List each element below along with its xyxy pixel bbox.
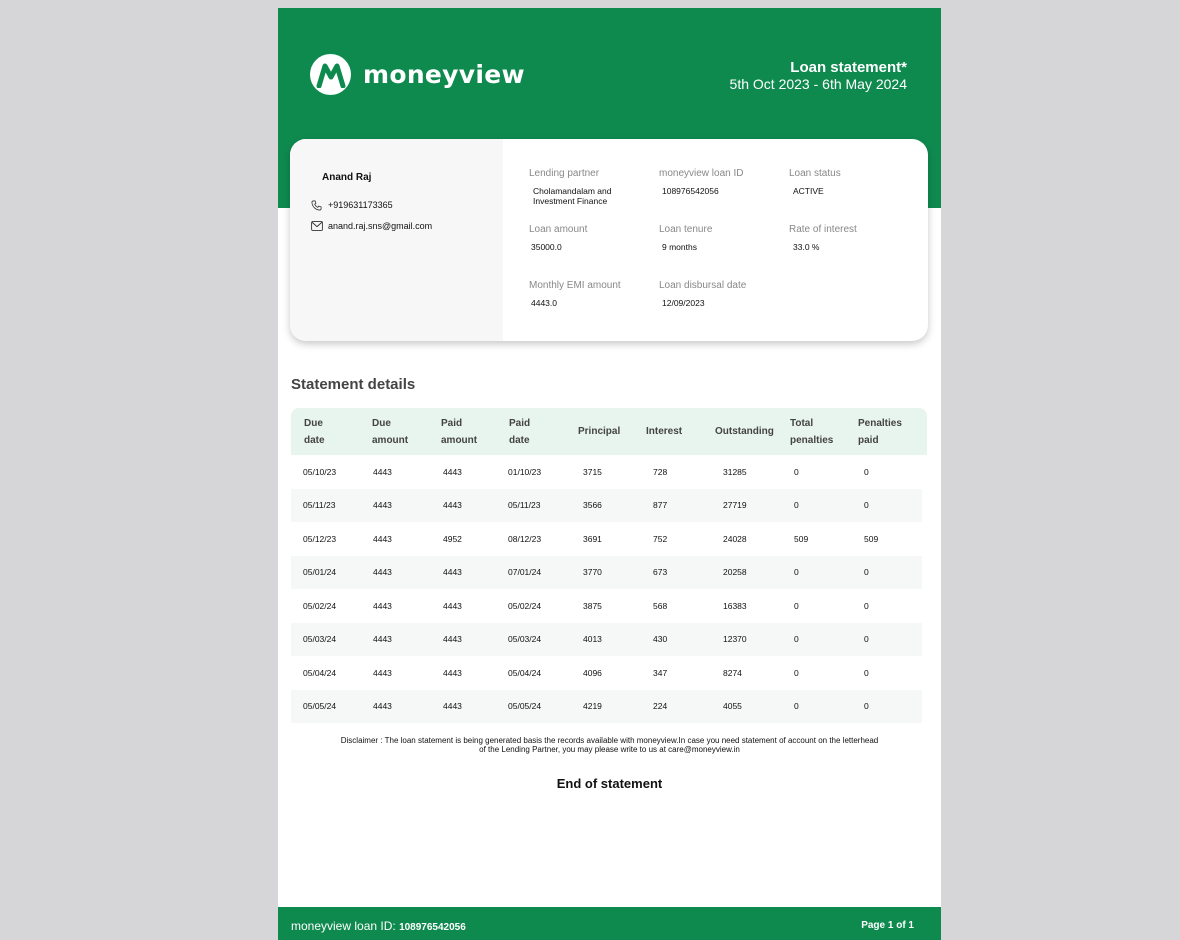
table-body: [291, 455, 927, 723]
statement-page: [278, 8, 941, 940]
cell-due-amount: 4443: [373, 567, 392, 578]
rate-of-interest-value: 33.0 %: [793, 242, 820, 252]
cell-outstanding: 16383: [723, 600, 747, 611]
cell-interest: 728: [653, 466, 668, 477]
cell-paid-date: 07/01/24: [508, 567, 542, 578]
footer-loan-id-value: 108976542056: [399, 922, 466, 933]
monthly-emi-value: 4443.0: [531, 298, 557, 308]
loan-id-value: 108976542056: [662, 186, 719, 196]
cell-paid-date: 05/03/24: [508, 634, 542, 645]
cell-outstanding: 8274: [723, 667, 742, 678]
cell-principal: 3770: [583, 567, 602, 578]
col-paid-date: Paid date: [509, 417, 531, 446]
footer-loan-id-label: moneyview loan ID:: [291, 919, 396, 933]
cell-outstanding: 12370: [723, 634, 747, 645]
col-due-amount: Due amount: [372, 417, 409, 446]
disclaimer-line-1: Disclaimer : The loan statement is being generated basis the records available with moneyview.In case you need statement of account on the letterhead: [340, 736, 879, 745]
cell-due-amount: 4443: [373, 634, 392, 645]
customer-phone: [311, 199, 393, 211]
cell-total-penalties: 0: [794, 500, 799, 511]
email-address: anand.raj.sns@gmail.com: [328, 221, 433, 231]
cell-paid-amount: 4443: [443, 600, 462, 611]
cell-due-date: 05/05/24: [303, 701, 337, 712]
cell-interest: 673: [653, 567, 668, 578]
cell-paid-date: 05/02/24: [508, 600, 542, 611]
disbursal-date-field: [659, 280, 784, 308]
cell-total-penalties: 0: [794, 600, 799, 611]
loan-tenure-field: [659, 224, 784, 252]
cell-total-penalties: 0: [794, 466, 799, 477]
customer-email: [311, 220, 432, 232]
cell-principal: 3691: [583, 533, 602, 544]
cell-penalties-paid: 0: [864, 701, 869, 712]
loan-id-label: moneyview loan ID: [659, 168, 744, 179]
cell-due-date: 05/01/24: [303, 567, 337, 578]
cell-due-amount: 4443: [373, 667, 392, 678]
cell-due-date: 05/12/23: [303, 533, 337, 544]
cell-paid-date: 05/11/23: [508, 500, 541, 511]
phone-icon: [311, 199, 324, 211]
cell-due-date: 05/02/24: [303, 600, 337, 611]
table-row: [291, 556, 922, 590]
lending-partner-value: [529, 186, 654, 206]
cell-due-date: 05/04/24: [303, 667, 337, 678]
cell-due-amount: 4443: [373, 701, 392, 712]
loan-status-value: ACTIVE: [793, 186, 824, 196]
lending-partner-label: Lending partner: [529, 168, 600, 179]
footer: [278, 907, 941, 940]
disclaimer-line-2: of the Lending Partner, you may please write to us at care@moneyview.in: [479, 745, 740, 754]
moneyview-logo: [310, 54, 525, 95]
loan-amount-label: Loan amount: [529, 224, 588, 235]
statement-heading: [730, 59, 907, 92]
loan-id-field: [659, 168, 784, 196]
cell-paid-amount: 4443: [443, 567, 462, 578]
col-paid-amount: Paid amount: [441, 417, 478, 446]
end-of-statement: End of statement: [556, 776, 663, 791]
statement-details-title: Statement details: [291, 376, 416, 393]
cell-total-penalties: 0: [794, 567, 799, 578]
page-number: Page 1 of 1: [861, 920, 914, 931]
col-due-date: Due date: [304, 417, 325, 446]
cell-principal: 4013: [583, 634, 602, 645]
cell-due-amount: 4443: [373, 533, 392, 544]
cell-penalties-paid: 0: [864, 500, 869, 511]
cell-paid-amount: 4443: [443, 667, 462, 678]
cell-paid-amount: 4443: [443, 500, 462, 511]
table-row: [291, 589, 922, 623]
cell-penalties-paid: 0: [864, 567, 869, 578]
loan-status-label: Loan status: [789, 168, 841, 179]
lending-partner-line2: Investment Finance: [533, 196, 608, 206]
cell-total-penalties: 509: [794, 533, 809, 544]
cell-outstanding: 31285: [723, 466, 747, 477]
table-row: [291, 690, 922, 724]
cell-principal: 3566: [583, 500, 602, 511]
disclaimer: [298, 736, 921, 754]
cell-principal: 3715: [583, 466, 602, 477]
cell-interest: 224: [653, 701, 668, 712]
loan-amount-field: [529, 224, 654, 252]
col-interest: Interest: [646, 426, 683, 437]
loan-amount-value: 35000.0: [531, 242, 562, 252]
disbursal-date-value: 12/09/2023: [662, 298, 705, 308]
cell-paid-amount: 4952: [443, 533, 462, 544]
cell-paid-date: 08/12/23: [508, 533, 542, 544]
table-row: [291, 455, 922, 489]
footer-loan-id: [291, 919, 466, 933]
table-row: [291, 522, 922, 556]
table-header: [291, 408, 927, 455]
cell-paid-amount: 4443: [443, 634, 462, 645]
table-row: [291, 656, 922, 690]
col-outstanding: Outstanding: [715, 426, 774, 437]
cell-penalties-paid: 0: [864, 634, 869, 645]
cell-due-date: 05/11/23: [303, 500, 336, 511]
cell-outstanding: 27719: [723, 500, 747, 511]
statement-title: Loan statement*: [790, 59, 907, 76]
lending-partner-line1: Cholamandalam and: [533, 186, 612, 196]
customer-panel: [290, 139, 503, 341]
cell-principal: 3875: [583, 600, 602, 611]
cell-paid-date: 05/04/24: [508, 667, 542, 678]
table-row: [291, 489, 922, 523]
cell-principal: 4096: [583, 667, 602, 678]
cell-interest: 430: [653, 634, 668, 645]
cell-outstanding: 24028: [723, 533, 747, 544]
col-penalties-paid: Penalties paid: [858, 417, 902, 446]
col-total-penalties: Total penalties: [790, 417, 834, 446]
loan-info-card: [290, 139, 928, 341]
cell-outstanding: 4055: [723, 701, 742, 712]
phone-number: +919631173365: [328, 200, 393, 210]
logo-wordmark: moneyview: [363, 60, 525, 89]
cell-due-date: 05/10/23: [303, 466, 337, 477]
cell-outstanding: 20258: [723, 567, 747, 578]
cell-interest: 568: [653, 600, 668, 611]
cell-penalties-paid: 0: [864, 466, 869, 477]
statement-table: [291, 408, 927, 723]
cell-paid-date: 01/10/23: [508, 466, 542, 477]
cell-due-amount: 4443: [373, 466, 392, 477]
cell-total-penalties: 0: [794, 701, 799, 712]
cell-principal: 4219: [583, 701, 602, 712]
lending-partner-field: [529, 168, 654, 206]
col-principal: Principal: [578, 426, 621, 437]
loan-tenure-label: Loan tenure: [659, 224, 713, 235]
cell-paid-amount: 4443: [443, 701, 462, 712]
cell-interest: 877: [653, 500, 668, 511]
loan-tenure-value: 9 months: [662, 242, 697, 252]
cell-interest: 347: [653, 667, 668, 678]
moneyview-logo-icon: [310, 54, 351, 95]
customer-name: Anand Raj: [322, 172, 372, 183]
cell-penalties-paid: 0: [864, 667, 869, 678]
cell-penalties-paid: 509: [864, 533, 879, 544]
rate-of-interest-field: [789, 224, 914, 252]
statement-date-range: 5th Oct 2023 - 6th May 2024: [729, 76, 907, 92]
cell-interest: 752: [653, 533, 668, 544]
table-row: [291, 623, 922, 657]
disbursal-date-label: Loan disbursal date: [659, 280, 747, 291]
cell-total-penalties: 0: [794, 667, 799, 678]
cell-penalties-paid: 0: [864, 600, 869, 611]
cell-total-penalties: 0: [794, 634, 799, 645]
loan-status-field: [789, 168, 914, 196]
cell-paid-amount: 4443: [443, 466, 462, 477]
monthly-emi-field: [529, 280, 654, 308]
cell-due-date: 05/03/24: [303, 634, 337, 645]
rate-of-interest-label: Rate of interest: [789, 224, 857, 235]
cell-due-amount: 4443: [373, 500, 392, 511]
cell-due-amount: 4443: [373, 600, 392, 611]
mail-icon: [311, 220, 324, 232]
cell-paid-date: 05/05/24: [508, 701, 542, 712]
monthly-emi-label: Monthly EMI amount: [529, 280, 621, 291]
